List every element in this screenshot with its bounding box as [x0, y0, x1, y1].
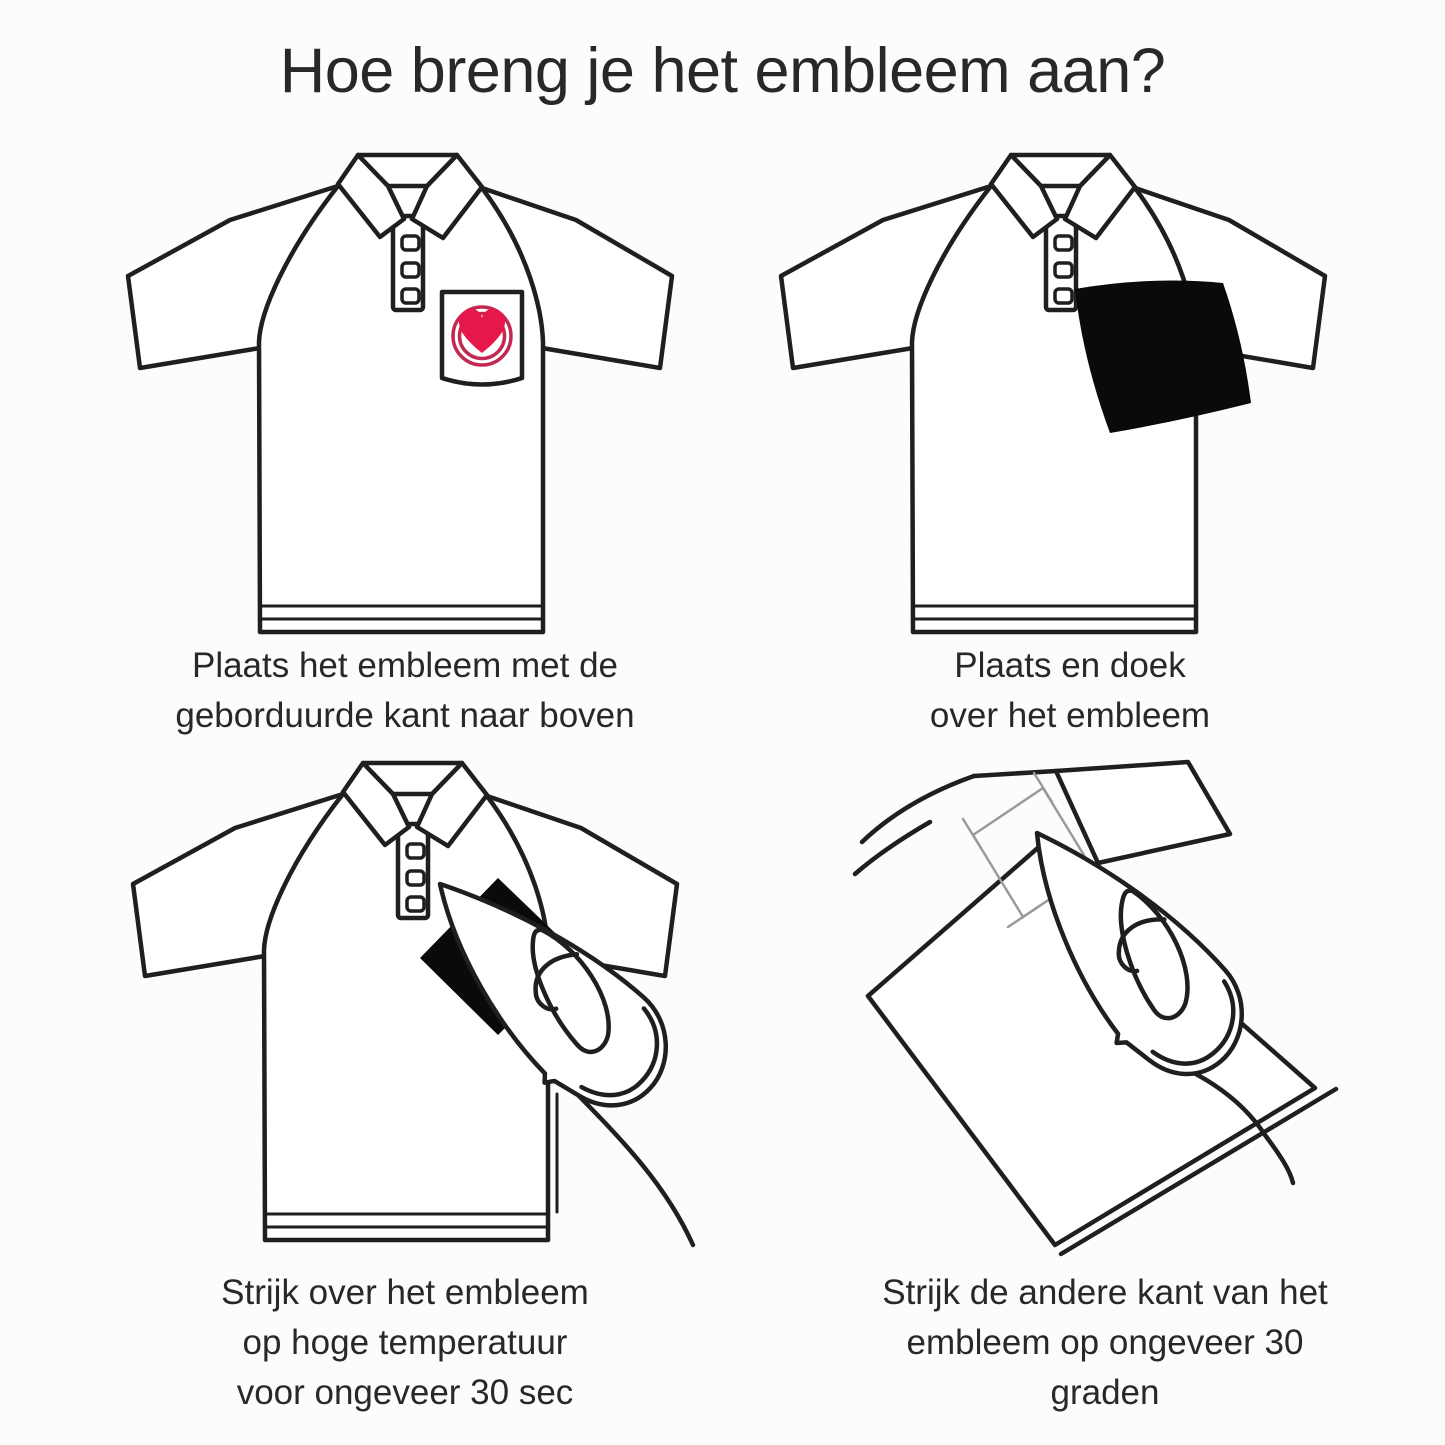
caption-line: voor ongeveer 30 sec — [236, 1373, 574, 1412]
collar-band-curve — [855, 822, 930, 874]
caption-line: graden — [1050, 1373, 1160, 1412]
caption-line: Strijk de andere kant van het — [882, 1273, 1328, 1312]
heart-emblem-icon — [442, 292, 522, 385]
polo-shirt-icon — [128, 155, 672, 632]
caption-line: geborduurde kant naar boven — [175, 696, 635, 735]
caption-line: Plaats het embleem met de — [191, 646, 619, 685]
shoulder-line — [974, 771, 1056, 776]
caption-line: op hoge temperatuur — [242, 1323, 568, 1362]
step-1-illustration — [128, 155, 672, 632]
caption-line: Strijk over het embleem — [221, 1273, 589, 1312]
page-title: Hoe breng je het embleem aan? — [279, 36, 1166, 106]
step-4-caption — [800, 1268, 1410, 1418]
step-4-illustration — [855, 762, 1336, 1254]
step-3-caption — [105, 1268, 705, 1418]
step-2-illustration — [781, 155, 1325, 632]
step-1-caption — [95, 641, 715, 741]
iron-cord — [579, 1096, 693, 1245]
step-2-caption — [780, 641, 1360, 741]
neckline-curve — [862, 776, 974, 842]
caption-line: Plaats en doek — [954, 646, 1186, 685]
sleeve-piece — [1056, 762, 1230, 863]
caption-line: embleem op ongeveer 30 — [906, 1323, 1304, 1362]
step-3-illustration — [133, 763, 693, 1245]
caption-line: over het embleem — [929, 696, 1211, 735]
